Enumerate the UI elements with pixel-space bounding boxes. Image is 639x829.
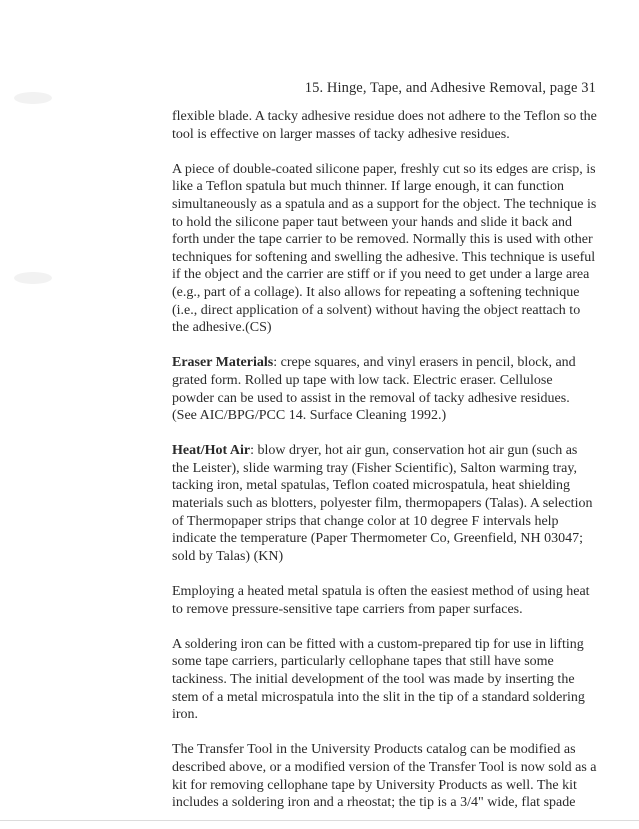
section-term: Eraser Materials [172, 355, 274, 371]
paragraph-eraser-materials [172, 354, 597, 424]
paragraph-blade-continuation [172, 108, 597, 143]
paragraph-text: : blow dryer, hot air gun, conservation hot air gun (such as the Leister), slide warming tray (Fisher Scientific), Salton warming tray, tacking iron, metal spatulas, Teflon coated microspatula, heat shielding materials such as blotters, polyester film, thermopapers (Talas). A selection of Thermopaper strips that change color at 10 degree F intervals help indicate the temperature (Paper Thermometer Co, Greenfield, NH 03047; sold by Talas) (KN) [172, 443, 593, 564]
paragraph-transfer-tool [172, 741, 597, 811]
paragraph-heat-hot-air [172, 442, 597, 565]
document-body [172, 108, 597, 829]
paragraph-text: : crepe squares, and vinyl erasers in pencil, block, and grated form. Rolled up tape with low tack. Electric eraser. Cellulose powder can be used to assist in the removal of tacky adhesive residues. (See AIC/BPG/PCC 14. Surface Cleaning 1992.) [172, 355, 576, 424]
paragraph-silicone-paper [172, 161, 597, 337]
paragraph-text: Employing a heated metal spatula is often the easiest method of using heat to remove pressure-sensitive tape carriers from paper surfaces. [172, 584, 590, 617]
paragraph-text: flexible blade. A tacky adhesive residue does not adhere to the Teflon so the tool is effective on larger masses of tacky adhesive residues. [172, 109, 597, 142]
paragraph-text: A piece of double-coated silicone paper, freshly cut so its edges are crisp, is like a Teflon spatula but much thinner. If large enough, it can function simultaneously as a spatula and as a support for the object. The technique is to hold the silicone paper taut between your hands and slide it back and forth under the tape carrier to be removed. Normally this is used with other techniques for softening and swelling the adhesive. This technique is useful if the object and the carrier are stiff or if you need to get under a large area (e.g., part of a collage). It also allows for repeating a softening technique (i.e., direct application of a solvent) without having the object reattach to the adhesive.(CS) [172, 161, 597, 336]
section-term: Heat/Hot Air [172, 443, 251, 459]
page-bottom-edge [0, 820, 639, 821]
running-header: 15. Hinge, Tape, and Adhesive Removal, page 31 [304, 80, 596, 96]
paragraph-text: A soldering iron can be fitted with a custom-prepared tip for use in lifting some tape carriers, particularly cellophane tapes that still have some tackiness. The initial development of the tool was made by inserting the stem of a metal microspatula into the slit in the tip of a standard soldering iron. [172, 636, 585, 723]
paragraph-heated-spatula [172, 583, 597, 618]
scan-shadow-mark [14, 92, 52, 104]
paragraph-soldering-iron [172, 636, 597, 724]
scan-shadow-mark [14, 272, 52, 284]
paragraph-text: The Transfer Tool in the University Products catalog can be modified as described above, or a modified version of the Transfer Tool is now sold as a kit for removing cellophane tape by University Products as well. The kit includes a soldering iron and a rheostat; the tip is a 3/4" wide, flat spade [172, 742, 597, 811]
